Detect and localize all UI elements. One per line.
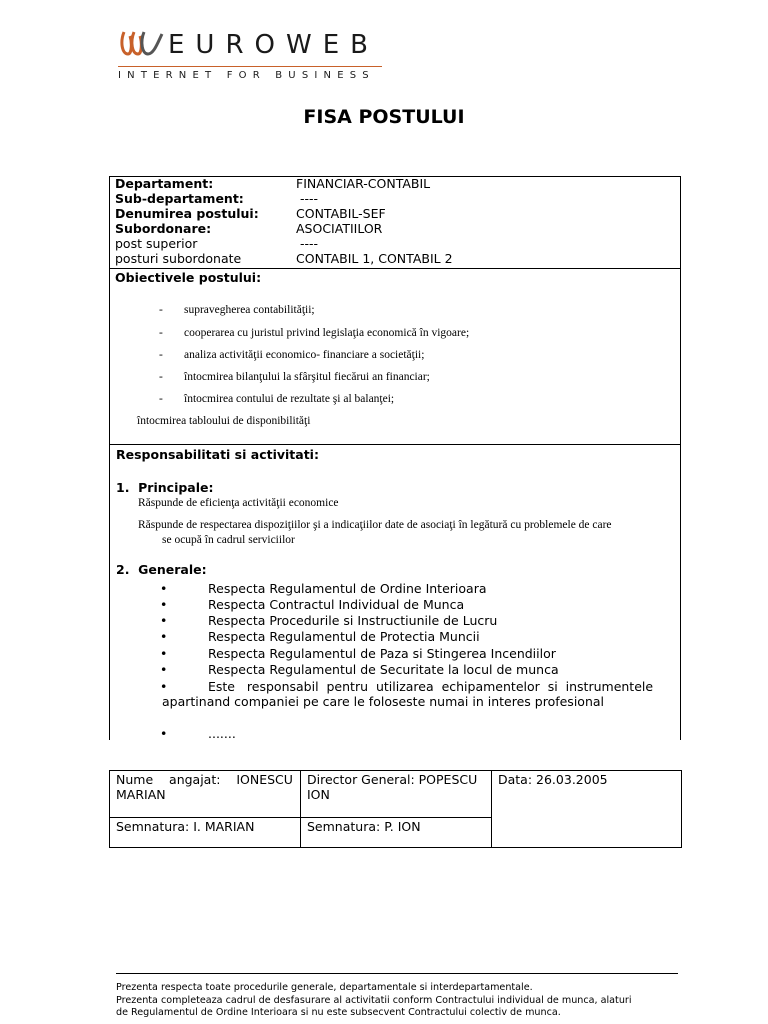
general-item: • Respecta Contractul Individual de Munca [160, 597, 465, 612]
value-post-superior: ---- [296, 236, 319, 251]
general-item-ellipsis: • ....... [160, 726, 236, 741]
value-posturi-subordonate: CONTABIL 1, CONTABIL 2 [296, 251, 453, 266]
director-cell [301, 771, 492, 818]
general-heading: 2. Generale: [116, 562, 207, 577]
label-post-superior: post superior [115, 236, 198, 251]
signature-table [109, 770, 682, 848]
principal-item-continuation: se ocupă în cadrul serviciilor [162, 534, 295, 546]
principal-heading: 1. Principale: [116, 480, 214, 495]
general-item: • Respecta Regulamentul de Securitate la locul de munca [160, 662, 559, 677]
general-item: • Respecta Regulamentul de Ordine Interioara [160, 581, 487, 596]
footer-line: de Regulamentul de Ordine Interioara si nu este subsecvent Contractului colectiv de munca. [116, 1007, 561, 1018]
date-cell [492, 771, 682, 848]
director-line1: Director General: POPESCU [307, 772, 478, 787]
page-title: FISA POSTULUI [303, 106, 465, 128]
logo-brand-text: EUROWEB [168, 30, 379, 60]
employee-name-line1: Nume angajat: IONESCU [116, 772, 293, 787]
objective-item-last: întocmirea tabloului de disponibilităţi [137, 415, 311, 427]
label-posturi-subordonate: posturi subordonate [115, 251, 242, 266]
objective-item: - analiza activităţii economico- financiare a societăţii; [159, 349, 425, 361]
responsibilities-heading: Responsabilitati si activitati: [116, 447, 319, 462]
logo-divider [118, 66, 382, 67]
director-signature-cell [301, 817, 492, 847]
value-subordonare: ASOCIATIILOR [296, 221, 383, 236]
footer-divider [116, 973, 678, 974]
footer-line: Prezenta completeaza cadrul de desfasurare al activitatii conform Contractului individual de munca, alaturi [116, 994, 632, 1006]
objectives-section [109, 269, 681, 445]
objective-item: - supravegherea contabilităţii; [159, 304, 315, 316]
employee-name-cell [110, 771, 301, 818]
job-info-section [109, 176, 681, 269]
objective-item: - întocmirea bilanţului la sfârşitul fiecărui an financiar; [159, 371, 430, 383]
objectives-heading: Obiectivele postului: [115, 270, 262, 285]
label-denumirea-postului: Denumirea postului: [115, 206, 259, 221]
objective-item: - cooperarea cu juristul privind legislaţia economică în vigoare; [159, 327, 470, 339]
footer-line: Prezenta respecta toate procedurile generale, departamentale si interdepartamentale. [116, 982, 533, 993]
label-departament: Departament: [115, 176, 214, 191]
label-subordonare: Subordonare: [115, 221, 212, 236]
director-signature: Semnatura: P. ION [307, 818, 421, 834]
logo-tagline: INTERNET FOR BUSINESS [118, 70, 375, 81]
value-denumirea-postului: CONTABIL-SEF [296, 206, 386, 221]
principal-item: Răspunde de eficienţa activităţii economice [138, 497, 339, 509]
label-sub-departament: Sub-departament: [115, 191, 244, 206]
footer-text [116, 982, 686, 1020]
euroweb-logo [118, 26, 388, 80]
euroweb-swirl-icon [118, 28, 164, 62]
principal-item: Răspunde de respectarea dispoziţiilor şi a indicaţiilor date de asociaţi în legătură cu problemele de care [138, 519, 612, 531]
general-item: • Respecta Procedurile si Instructiunile de Lucru [160, 613, 498, 628]
general-item-long-continuation: apartinand companiei pe care le foloseste numai in interes profesional [162, 694, 604, 709]
general-item: • Respecta Regulamentul de Protectia Muncii [160, 629, 480, 644]
employee-name-line2: MARIAN [116, 787, 166, 802]
employee-signature: Semnatura: I. MARIAN [116, 818, 255, 834]
objective-item: - întocmirea contului de rezultate şi al balanţei; [159, 393, 395, 405]
general-item-long: • Este responsabil pentru utilizarea echipamentelor si instrumentele [160, 679, 654, 694]
value-sub-departament: ---- [296, 191, 319, 206]
date-value: Data: 26.03.2005 [498, 772, 608, 787]
director-line2: ION [307, 787, 330, 802]
value-departament: FINANCIAR-CONTABIL [296, 176, 431, 191]
general-item: • Respecta Regulamentul de Paza si Stingerea Incendiilor [160, 646, 556, 661]
employee-signature-cell [110, 817, 301, 847]
